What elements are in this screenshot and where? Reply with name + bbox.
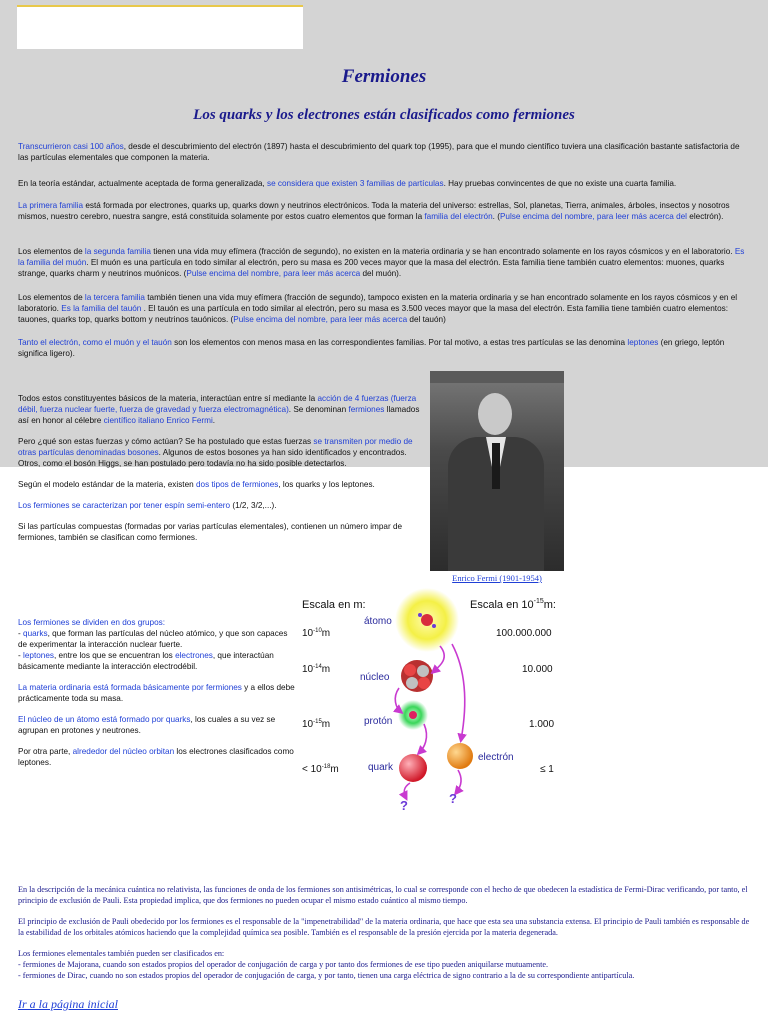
- nucleus-scale-m: $10^{-14}m$: [302, 664, 331, 675]
- intro-paragraph-5: Los elementos de la tercera familia también tienen una vida muy efímera (fracción de segundo), tampoco existen en la materia ordinaria y se han encontrado solamente en los rayos cósmicos y en el laboratorio. Es la familia del tauón . El tauón es una partícula en todo similar al electrón, pero su masa es 3.500 veces mayor que la masa del electrón. Esta familia tiene también cuatro elementos: tauones, quarks top, quarks bottom y neutrinos tauónicos. (Pulse encima del nombre, para leer más acerca del tauón): [18, 293, 738, 324]
- second-family-link[interactable]: la segunda familia: [84, 247, 151, 256]
- home-page-link[interactable]: Ir a la página inicial: [18, 997, 118, 1011]
- page-subtitle: Los quarks y los electrones están clasificados como fermiones: [193, 107, 575, 123]
- atom-label: átomo: [364, 616, 392, 627]
- two-groups-link[interactable]: Los fermiones se dividen en dos grupos:: [18, 618, 166, 627]
- scale-diagram: [300, 588, 560, 813]
- groups-paragraph-3: El núcleo de un átomo está formado por quarks, los cuales a su vez se agrupan en protones y neutrones.: [18, 715, 276, 735]
- photo-caption-link[interactable]: Enrico Fermi (1901-1954): [452, 573, 542, 583]
- quark-label: quark: [368, 762, 394, 773]
- intro-paragraph-2: En la teoría estándar, actualmente aceptada de forma generalizada, se considera que existen 3 familias de partículas. Hay pruebas convincentes de que no existe una cuarta familia.: [18, 179, 677, 188]
- third-family-link[interactable]: la tercera familia: [84, 293, 145, 302]
- page-title: Fermiones: [341, 66, 427, 87]
- quark-question-mark: ?: [400, 798, 408, 813]
- forces-paragraph-3: Según el modelo estándar de la materia, existen dos tipos de fermiones, los quarks y los leptones.: [18, 480, 375, 489]
- electron-read-more-link[interactable]: Pulse encima del nombre, para leer más acerca del: [499, 212, 687, 221]
- three-families-link[interactable]: se considera que existen 3 familias de partículas: [266, 179, 444, 188]
- electron-family-link[interactable]: familia del electrón: [424, 212, 493, 221]
- photo-background-panel: [430, 371, 564, 383]
- arrow-atom-to-electron: [452, 644, 465, 740]
- enrico-fermi-photo: [430, 371, 564, 571]
- intro-paragraph-6: Tanto el electrón, como el muón y el tauón son los elementos con menos masa en las correspondientes familias. Por tal motivo, a estas tres partículas se las denomina leptones (en griego, leptón significa ligero).: [18, 338, 725, 358]
- arrow-quark-to-question: [404, 783, 410, 798]
- groups-paragraph-1: Los fermiones se dividen en dos grupos: - quarks, que forman las partículas del núcleo atómico, y que son capaces de experimentar la interacción nuclear fuerte. - leptones, entre los que se encuentran los electrones, que interactúan básicamente mediante la interacción electrodébil.: [18, 618, 288, 671]
- forces-paragraph-4: Los fermiones se caracterizan por tener espín semi-entero (1/2, 3/2,...).: [18, 501, 277, 510]
- fermions-link[interactable]: fermiones: [348, 405, 385, 414]
- nucleus-particle: [417, 665, 429, 677]
- muon-read-more-link[interactable]: Pulse encima del nombre, para leer más acerca: [186, 269, 361, 278]
- intro-paragraph-4: Los elementos de la segunda familia tienen una vida muy efímera (fracción de segundo), no existen en la materia ordinaria y se han encontrado solamente en los rayos cósmicos y en el laboratorio. Es la familia del muón. El muón es una partícula en todo similar al electrón, pero su masa es 200 veces mayor que la masa del electrón. Esta familia tiene también cuatro elementos: muones, quarks strange, quarks charm y neutrinos muónicos. (Pulse encima del nombre, para leer más acerca del muón).: [18, 247, 745, 278]
- enrico-fermi-link[interactable]: científico italiano Enrico Fermi: [103, 416, 213, 425]
- photo-figure-head: [478, 393, 512, 435]
- half-integer-spin-link[interactable]: Los fermiones se caracterizan por tener espín semi-entero: [18, 501, 231, 510]
- intro-paragraph-1: Transcurrieron casi 100 años, desde el descubrimiento del electrón (1897) hasta el descubrimiento del quark top (1995), para que el mundo científico tuviera una clasificación bastante satisfactoria de las partículas elementales que componen la materia.: [18, 142, 740, 162]
- leptons-link[interactable]: leptones: [627, 338, 659, 347]
- electron-question-mark: ?: [449, 791, 457, 806]
- arrow-electron-to-question: [456, 770, 461, 793]
- atom-scale-m: $10^{-10}m$: [302, 628, 331, 639]
- nucleus-quarks-link[interactable]: El núcleo de un átomo está formado por quarks: [18, 715, 191, 724]
- tauon-family-link[interactable]: Es la familia del tauón: [61, 304, 142, 313]
- lower-paragraph-pauli: El principio de exclusión de Pauli obedecido por los fermiones es el responsable de la "impenetrabilidad" de la materia ordinaria, que hace que esta sea una substancia extensa. El principio de Pauli también es responsable de la estabilidad de los orbitales atómicos haciendo que la complejidad química sea posible. También es el responsable de la presión ejercida por la materia degenerada.: [18, 917, 750, 937]
- nucleus-particle: [406, 677, 418, 689]
- lower-section: [18, 884, 750, 991]
- two-fermion-types-link[interactable]: dos tipos de fermiones: [195, 480, 279, 489]
- electrons-link[interactable]: electrones: [175, 651, 213, 660]
- banner: [17, 5, 303, 49]
- scale-m-label: Escala en m:: [302, 599, 366, 611]
- intro-link-100-years[interactable]: Transcurrieron casi 100 años: [18, 142, 124, 151]
- forces-paragraph-5: Si las partículas compuestas (formadas por varias partículas elementales), contienen un número impar de fermiones, también se clasifican como fermiones.: [18, 522, 403, 542]
- quark-scale-value: ≤ 1: [540, 764, 554, 775]
- lower-paragraph-classification: Los fermiones elementales también pueden ser clasificados en: - fermiones de Majorana, cuando son estados propios del operador de conjugación de carga y por tanto dos fermiones de ese tipo pueden aniquilarse mutuamente. - fermiones de Dirac, cuando no son estados propios del operador de conjugación de carga, y por tanto, tienen una carga eléctrica de signo contrario a la de su correspondiente antipartícula.: [18, 949, 635, 980]
- nucleus-scale-value: 10.000: [522, 664, 553, 675]
- atom-orbit-dot: [418, 613, 422, 617]
- bosons-link[interactable]: se transmiten por medio de otras partículas denominadas bosones: [18, 437, 413, 457]
- lower-paragraph-fermi-dirac: En la descripción de la mecánica cuántica no relativista, las funciones de onda de los fermiones son antisimétricas, lo cual se corresponde con el hecho de que obedecen la estadística de Fermi-Dirac verificando, por tanto, el principio de exclusión de Pauli. Esta propiedad implica, que dos fermiones no pueden ocupar el mismo estado cuántico al mismo tiempo.: [18, 885, 748, 905]
- forces-paragraph-2: Pero ¿qué son estas fuerzas y cómo actúan? Se ha postulado que estas fuerzas se transmiten por medio de otras partículas denominadas bosones. Algunos de estos bosones ya han sido identificados y encontrados. Otros, como el bosón Higgs, se han postulado pero todavía no ha sido posible detectarlos.: [18, 437, 413, 468]
- atom-nucleus: [421, 614, 433, 626]
- groups-section: [18, 617, 296, 778]
- atom-scale-value: 100.000.000: [496, 628, 552, 639]
- ordinary-matter-link[interactable]: La materia ordinaria está formada básicamente por fermiones: [18, 683, 242, 692]
- nucleus-label: núcleo: [360, 672, 390, 683]
- groups-paragraph-4: Por otra parte, alrededor del núcleo orbitan los electrones clasificados como leptones.: [18, 747, 294, 767]
- proton-core: [409, 711, 417, 719]
- groups-paragraph-2: La materia ordinaria está formada básicamente por fermiones y a ellos debe prácticamente toda su masa.: [18, 683, 295, 703]
- electron-label: electrón: [478, 752, 514, 763]
- atom-orbit-dot: [432, 624, 436, 628]
- quarks-link[interactable]: quarks: [23, 629, 48, 638]
- orbit-nucleus-link[interactable]: alrededor del núcleo orbitan: [72, 747, 175, 756]
- forces-section: [18, 393, 424, 553]
- proton-scale-value: 1.000: [529, 719, 555, 730]
- muon-family-link[interactable]: Es la familia del muón: [18, 247, 745, 267]
- quark-scale-m: < $10^{-18}m$: [302, 764, 339, 775]
- arrow-proton-to-quark: [419, 724, 427, 753]
- nucleus-particle: [418, 677, 430, 689]
- proton-scale-m: $10^{-15}m$: [302, 719, 331, 730]
- tauon-read-more-link[interactable]: Pulse encima del nombre, para leer más acerca: [233, 315, 408, 324]
- quark-sphere: [399, 754, 427, 782]
- electron-sphere: [447, 743, 473, 769]
- electron-muon-tauon-link[interactable]: Tanto el electrón, como el muón y el tauón: [18, 338, 172, 347]
- photo-figure-tie: [492, 443, 500, 489]
- intro-paragraph-3: La primera familia está formada por electrones, quarks up, quarks down y neutrinos electrónicos. Toda la materia del universo: estrellas, Sol, planetas, Tierra, animales, árboles, insectos y nosotros mismos, nuestro cerebro, nuestra sangre, está constituida solamente por estos cuatro elementos que forman la familia del electrón. (Pulse encima del nombre, para leer más acerca del electrón).: [18, 201, 730, 221]
- proton-label: protón: [364, 716, 393, 727]
- leptones-link[interactable]: leptones: [23, 651, 54, 660]
- forces-paragraph-1: Todos estos constituyentes básicos de la materia, interactúan entre sí mediante la acción de 4 fuerzas (fuerza débil, fuerza nuclear fuerte, fuerza de gravedad y fuerza electromagnética). Se denominan fermiones llamados así en honor al célebre científico italiano Enrico Fermi.: [18, 394, 420, 425]
- first-family-link[interactable]: La primera familia: [18, 201, 84, 210]
- nucleus-particle: [404, 664, 416, 676]
- four-forces-link[interactable]: acción de 4 fuerzas (fuerza débil, fuerza nuclear fuerte, fuerza de gravedad y fuerza electromagnética): [18, 394, 417, 414]
- scale-relative-label: Escala en $10^{-15}m$:: [470, 598, 556, 611]
